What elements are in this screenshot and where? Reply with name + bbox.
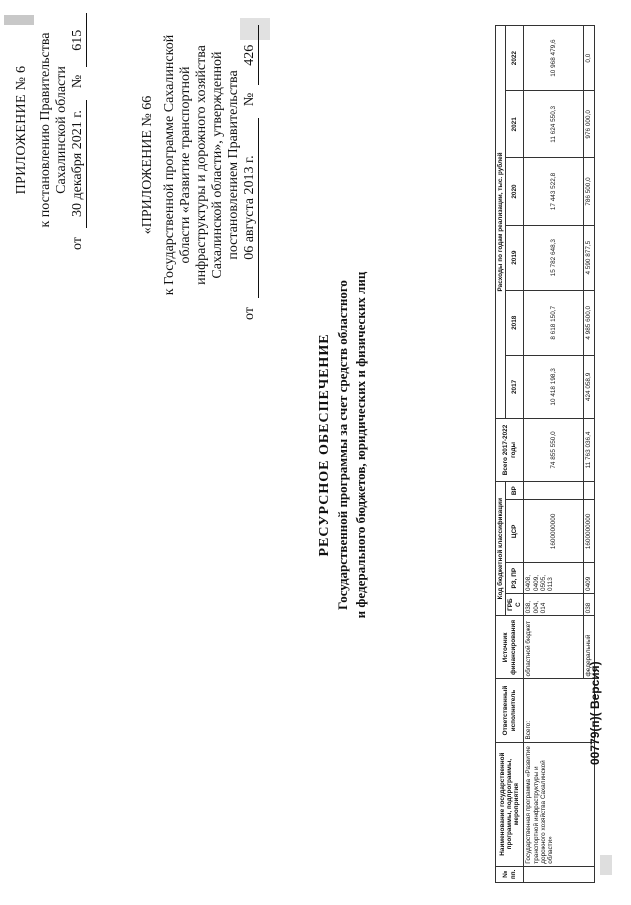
total-cell: 11 763 036,4 <box>584 418 594 481</box>
year-value-cell: 8 618 150,7 <box>524 290 584 355</box>
appendix-66-date: 06 августа 2013 г. <box>242 118 259 298</box>
source-cell: федеральный <box>584 616 594 679</box>
executor-cell: Всего: <box>524 679 594 742</box>
source-cell: областной бюджет <box>524 616 584 679</box>
header-csr: ЦСР <box>506 500 524 563</box>
program-name-cell: Государственная программа «Развитие транспортной инфраструктуры и дорожного хозяйства Сахалинской области» <box>524 742 594 866</box>
year-value-cell: 10 418 198,3 <box>524 355 584 418</box>
appendix-66-number: 426 <box>242 25 259 85</box>
header-budget-codes: Код бюджетной классификации <box>496 482 506 616</box>
appendix-66-line-5: постановлением Правительства <box>226 70 241 260</box>
header-rzpr: РЗ, ПР <box>506 563 524 594</box>
year-value-cell: 786 500,0 <box>584 158 594 225</box>
year-value-cell: 4 985 600,0 <box>584 290 594 355</box>
appendix-6-date-row <box>70 10 88 250</box>
appendix-6-date: 30 декабря 2021 г. <box>70 100 87 228</box>
grbs-cell: 038 <box>584 593 594 615</box>
from-label: от <box>242 307 257 320</box>
header-grbs: ГРБ С <box>506 593 524 615</box>
rzpr-cell: 0408, 0409, 0505, 0113 <box>524 563 584 594</box>
header-year: 2018 <box>506 290 524 355</box>
heading-title: РЕСУРСНОЕ ОБЕСПЕЧЕНИЕ <box>317 333 332 557</box>
header-source: Источник финансирования <box>496 616 524 679</box>
vr-cell <box>584 482 594 500</box>
header-year: 2017 <box>506 355 524 418</box>
header-total: Всего 2017-2022 годы <box>496 418 524 481</box>
row-number-cell <box>524 866 594 882</box>
appendix-66-line-1: к Государственной программе Сахалинской <box>162 34 177 296</box>
rzpr-cell: 0409 <box>584 563 594 594</box>
year-value-cell: 4 590 877,5 <box>584 225 594 290</box>
csr-cell: 1600000000 <box>584 500 594 563</box>
appendix-6-title: ПРИЛОЖЕНИЕ № 6 <box>14 65 29 195</box>
header-number: № пп. <box>496 866 524 882</box>
year-value-cell: 10 968 479,6 <box>524 26 584 91</box>
appendix-6-line-1: к постановлению Правительства <box>38 32 53 228</box>
year-value-cell: 11 624 550,3 <box>524 91 584 158</box>
header-name: Наименование государственной программы, подпрограммы, мероприятия <box>496 742 524 866</box>
header-vr: ВР <box>506 482 524 500</box>
header-year: 2022 <box>506 26 524 91</box>
heading-line-1: Государственной программы за счет средств областного <box>335 280 350 610</box>
number-label: № <box>70 74 85 89</box>
year-value-cell: 15 782 648,3 <box>524 225 584 290</box>
appendix-66-line-4: Сахалинской области», утвержденной <box>210 51 225 279</box>
version-footer: 00779(п)( Версия) <box>588 661 602 765</box>
header-year: 2020 <box>506 158 524 225</box>
total-cell: 74 855 550,0 <box>524 418 584 481</box>
header-year: 2021 <box>506 91 524 158</box>
appendix-6-block <box>14 10 88 250</box>
appendix-6-number: 615 <box>70 13 87 67</box>
document-heading <box>316 235 370 655</box>
header-executor: Ответственный исполнитель <box>496 679 524 742</box>
appendix-66-date-row <box>242 10 260 320</box>
scan-speckle <box>600 855 612 875</box>
vr-cell <box>524 482 584 500</box>
appendix-66-block <box>140 10 260 320</box>
from-label: от <box>70 237 85 250</box>
year-value-cell: 424 058,9 <box>584 355 594 418</box>
table-row <box>524 26 584 883</box>
number-label: № <box>242 92 257 107</box>
year-value-cell: 17 443 522,8 <box>524 158 584 225</box>
year-value-cell: 0,0 <box>584 26 594 91</box>
year-value-cell: 976 000,0 <box>584 91 594 158</box>
heading-line-2: и федерального бюджетов, юридических и физических лиц <box>353 271 368 619</box>
csr-cell: 1600000000 <box>524 500 584 563</box>
table-header-row <box>496 26 506 883</box>
appendix-66-line-3: инфраструктуры и дорожного хозяйства <box>194 45 209 285</box>
header-expenses-by-year: Расходы по годам реализации, тыс. рублей <box>496 26 506 419</box>
appendix-66-title: «ПРИЛОЖЕНИЕ № 66 <box>140 95 155 235</box>
grbs-cell: 038, 004, 014 <box>524 593 584 615</box>
resource-table <box>495 25 595 883</box>
header-year: 2019 <box>506 225 524 290</box>
appendix-66-line-2: области «Развитие транспортной <box>178 66 193 264</box>
appendix-6-line-2: Сахалинской области <box>54 66 69 194</box>
